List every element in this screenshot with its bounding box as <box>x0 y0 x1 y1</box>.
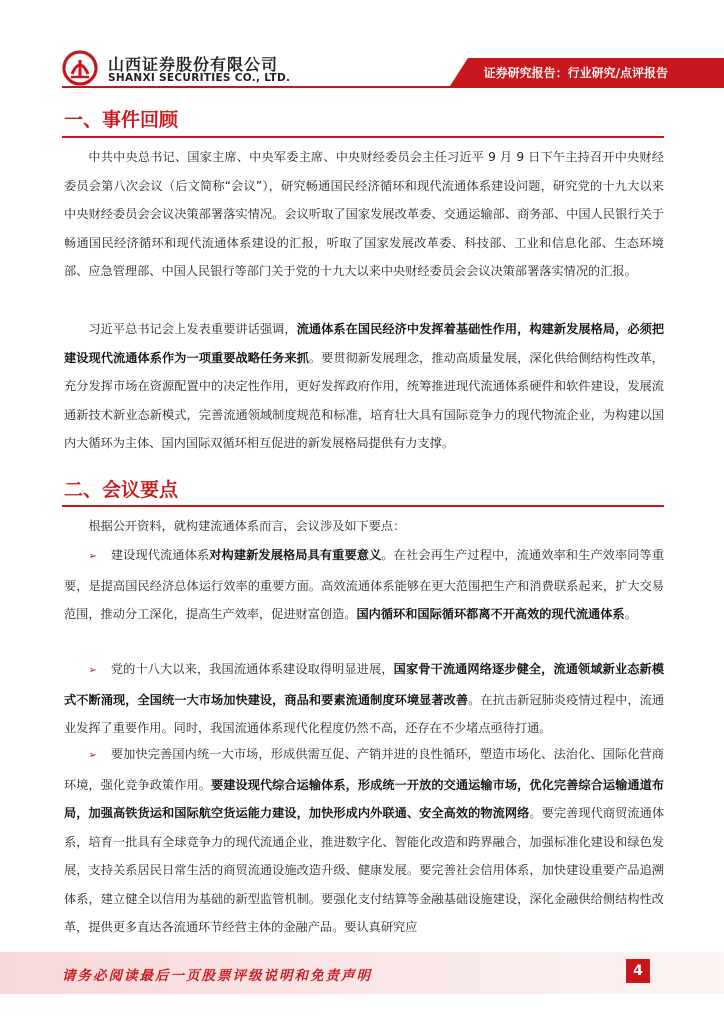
section-divider <box>62 505 664 507</box>
section-title-meeting-points: 二、会议要点 <box>64 479 179 501</box>
body-text: 中共中央总书记、国家主席、中央军委主席、中央财经委员会主任习近平 9 月 9 日下午主持召开中央财经委员会第八次会议（后文简称“会议”），研究畅通国民经济循环和现代流通体系建设问题，研究党的十九大以来中央财经委员会会议决策部署落实情况。会议听取了国家发展改革委、交通运输部、商务部、中国人民银行关于畅通国民经济循环和现代流通体系建设的汇报，听取了国家发展改革委、科技部、工业和信息化部、生态环境部、应急管理部、中国人民银行等部门关于党的十九大以来中央财经委员会会议决策部署落实情况的汇报。 <box>64 150 664 278</box>
disclaimer-note: 请务必阅读最后一页股票评级说明和免责声明 <box>62 968 372 984</box>
company-name-en: SHANXI SECURITIES CO., LTD. <box>108 72 291 84</box>
bullet-item <box>64 541 664 629</box>
header-divider <box>62 86 724 88</box>
bullet-arrow-icon: ➢ <box>88 665 97 676</box>
emphasized-text: 国内循环和国际循环都离不开高效的现代流通体系 <box>356 607 625 621</box>
report-type-label: 证券研究报告：行业研究/点评报告 <box>483 66 668 80</box>
body-text: 习近平总书记会上发表重要讲话强调， <box>88 322 297 336</box>
paragraph <box>64 143 664 286</box>
company-name-cn: 山西证券股份有限公司 <box>108 55 279 74</box>
page-number: 4 <box>626 959 650 983</box>
page-header <box>0 0 724 92</box>
body-text: 要加快完善国内统一大市场，形成供需互促、产销并进的良性循环，塑造市场化、法治化、国际化营商环境，强化竞争政策作用。 <box>64 747 664 792</box>
intro-paragraph: 根据公开资料，就构建流通体系而言，会议涉及如下要点： <box>88 519 406 533</box>
body-text: 建设现代流通体系 <box>110 548 210 562</box>
body-text: 。 <box>624 607 637 621</box>
paragraph <box>64 315 664 458</box>
emphasized-text: 对构建新发展格局具有重要意义 <box>209 548 382 562</box>
bullet-item <box>64 655 664 743</box>
section-title-event-review: 一、事件回顾 <box>64 109 179 131</box>
bullet-arrow-icon: ➢ <box>88 551 97 562</box>
body-text: 党的十八大以来，我国流通体系建设取得明显进展， <box>110 662 394 676</box>
body-text: 。在社会再生产过程中，流通效率和生产效率同等重要，是提高国民经济总体运行效率的重要方面。高效流通体系能够在更大范围把生产和消费联系起来，扩大交易范围，推动分工深化，提高生产效率，促进财富创造。 <box>64 548 665 621</box>
shanxi-securities-logo-icon <box>62 50 98 86</box>
bullet-item <box>64 740 664 942</box>
bullet-arrow-icon: ➢ <box>88 750 97 761</box>
body-text: 。要完善现代商贸流通体系，培育一批具有全球竞争力的现代流通企业，推进数字化、智能化改造和跨界融合，加强标准化建设和绿色发展，支持关系居民日常生活的商贸流通设施改造升级、健康发展。要完善社会信用体系，加快建设重要产品追溯体系，建立健全以信用为基础的新型监管机制。要强化支付结算等金融基础设施建设，深化金融供给侧结构性改革，提供更多直达各流通环节经营主体的金融产品。要认真研究应 <box>64 806 665 934</box>
section-divider <box>62 136 664 138</box>
body-text: 。要贯彻新发展理念，推动高质量发展，深化供给侧结构性改革，充分发挥市场在资源配置中的决定性作用，更好发挥政府作用，统筹推进现代流通体系硬件和软件建设，发展流通新技术新业态新模式，完善流通领域制度规范和标准，培育壮大具有国际竞争力的现代物流企业，为构建以国内大循环为主体、国内国际双循环相互促进的新发展格局提供有力支撑。 <box>64 350 664 450</box>
body-text: 。在抗击新冠肺炎疫情过程中，流通业发挥了重要作用。同时，我国流通体系现代化程度仍然不高，还存在不少堵点亟待打通。 <box>64 692 665 735</box>
emphasized-text: 要建设现代综合运输体系，形成统一开放的交通运输市场，优化完善综合运输通道布局，加强高铁货运和国际航空货运能力建设，加快形成内外联通、安全高效的物流网络 <box>64 777 664 820</box>
emphasized-text: 流通体系在国民经济中发挥着基础性作用，构建新发展格局，必须把建设现代流通体系作为一项重要战略任务来抓 <box>64 322 665 365</box>
emphasized-text: 国家骨干流通网络逐步健全，流通领域新业态新模式不断涌现，全国统一大市场加快建设，商品和要素流通制度环境显著改善 <box>64 662 665 707</box>
